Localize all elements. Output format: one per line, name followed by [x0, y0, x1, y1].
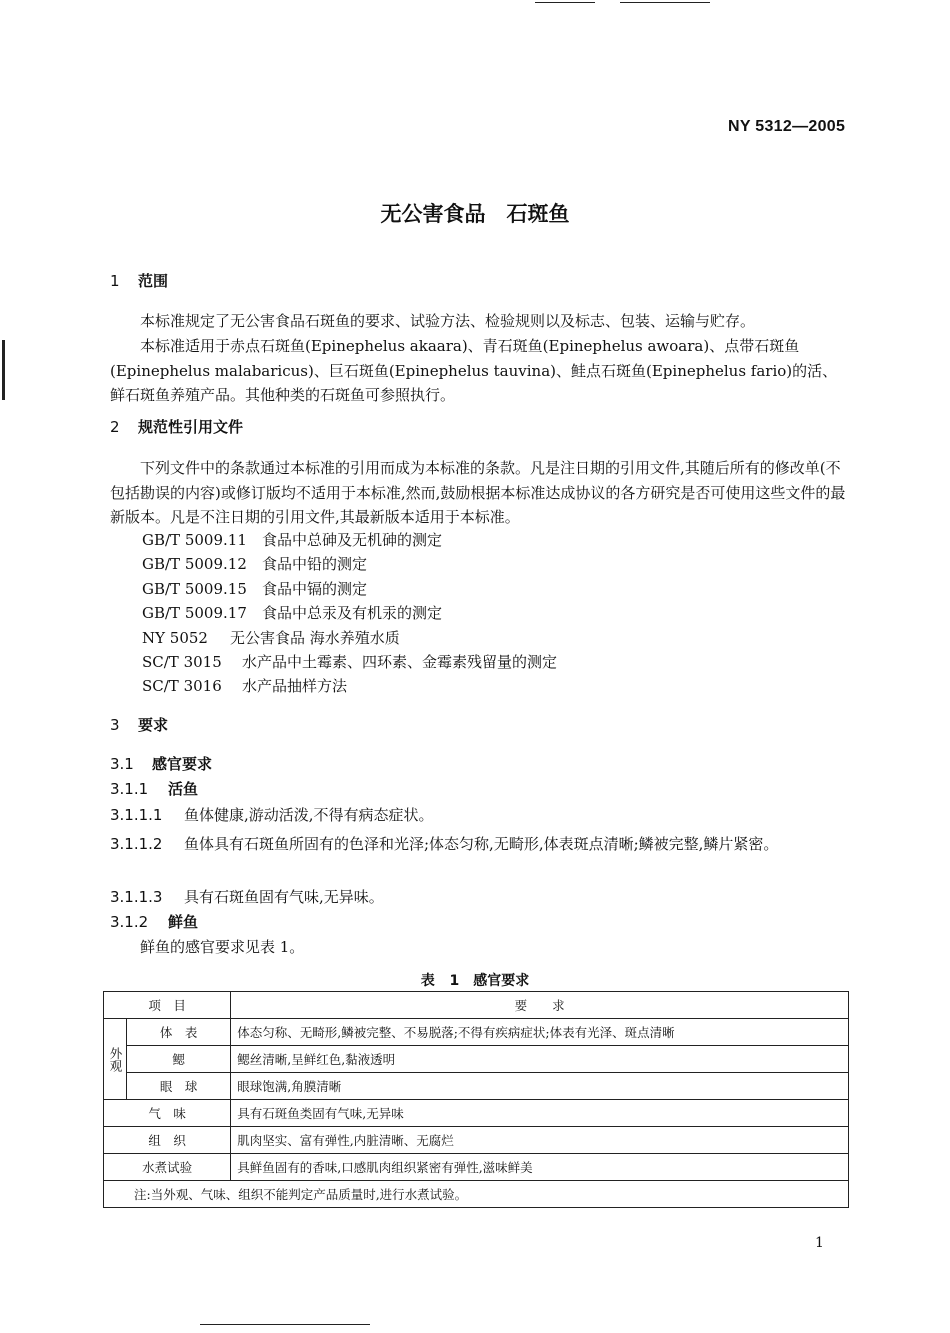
row-requirement: 鳃丝清晰,呈鲜红色,黏液透明 [231, 1046, 849, 1073]
row-requirement: 肌肉坚实、富有弹性,内脏清晰、无腐烂 [231, 1127, 849, 1154]
header-requirement: 要 求 [231, 992, 849, 1019]
row-item: 眼 球 [127, 1073, 231, 1100]
table-row [104, 1127, 849, 1154]
scan-edge-mark [2, 340, 5, 400]
scope-paragraph-1: 本标准规定了无公害食品石斑鱼的要求、试验方法、检验规则以及标志、包装、运输与贮存。 [140, 312, 756, 330]
reference-title: 食品中铅的测定 [262, 555, 368, 574]
references-intro: 下列文件中的条款通过本标准的引用而成为本标准的条款。凡是注日期的引用文件,其随后所有的修改单(不包括勘误的内容)或修订版均不适用于本标准,然而,鼓励根据本标准达成协议的各方研究是否可使用这些文件的最新版本。凡是不注日期的引用文件,其最新版本适用于本标准。 [110, 459, 846, 526]
section-number: 3 [110, 716, 120, 734]
reference-code: GB/T 5009.11 [142, 531, 247, 549]
row-requirement: 眼球饱满,角膜清晰 [231, 1073, 849, 1100]
row-item: 水煮试验 [104, 1154, 231, 1181]
page-number: 1 [815, 1235, 824, 1251]
row-requirement: 具有石斑鱼类固有气味,无异味 [231, 1100, 849, 1127]
reference-item [142, 528, 557, 552]
row-item: 组 织 [104, 1127, 231, 1154]
section-title: 感官要求 [152, 755, 213, 773]
section-3-1-2-heading [110, 910, 850, 935]
reference-code: GB/T 5009.15 [142, 579, 247, 598]
reference-item [142, 626, 557, 650]
clause-3-1-1-2 [110, 832, 850, 857]
clause-3-1-1-3 [110, 885, 850, 910]
clause-number: 3.1.1.1 [110, 806, 163, 824]
row-item: 气 味 [104, 1100, 231, 1127]
table-row [104, 1019, 849, 1046]
reference-item [142, 601, 557, 625]
section-title: 活鱼 [168, 780, 199, 798]
scan-top-mark [620, 2, 710, 3]
section-3-1-heading [110, 752, 850, 777]
document-title: 无公害食品 石斑鱼 [380, 202, 570, 226]
reference-list [142, 528, 557, 699]
table-row [104, 1154, 849, 1181]
section-number: 2 [110, 418, 120, 436]
section-2-heading [110, 416, 243, 437]
clause-text: 具有石斑鱼固有气味,无异味。 [184, 888, 384, 906]
section-3-heading [110, 714, 168, 735]
table-note-row [104, 1181, 849, 1208]
reference-item [142, 552, 557, 576]
reference-title: 无公害食品 海水养殖水质 [230, 628, 400, 647]
scan-top-mark [535, 2, 595, 3]
header-item: 项 目 [104, 992, 231, 1019]
row-item: 体 表 [127, 1019, 231, 1046]
reference-title: 水产品抽样方法 [242, 677, 348, 696]
clause-number: 3.1.1.2 [110, 835, 163, 853]
reference-code: SC/T 3016 [142, 677, 222, 696]
fresh-fish-reference-text: 鲜鱼的感官要求见表 1。 [140, 938, 305, 956]
reference-item [142, 674, 557, 698]
section-1-heading [110, 270, 168, 291]
reference-item [142, 577, 557, 601]
section-title: 范围 [138, 272, 169, 290]
section-title: 要求 [138, 716, 169, 734]
reference-code: SC/T 3015 [142, 653, 222, 672]
reference-code: GB/T 5009.17 [142, 604, 247, 623]
reference-title: 水产品中土霉素、四环素、金霉素残留量的测定 [242, 653, 558, 672]
clause-number: 3.1.1.3 [110, 888, 163, 906]
row-requirement: 具鲜鱼固有的香味,口感肌肉组织紧密有弹性,滋味鲜美 [231, 1154, 849, 1181]
section-number: 3.1 [110, 755, 134, 773]
table-row [104, 1046, 849, 1073]
section-title: 鲜鱼 [168, 913, 199, 931]
table-row [104, 1073, 849, 1100]
section-3-1-1-heading [110, 777, 850, 802]
standard-code: NY 5312—2005 [728, 118, 846, 135]
reference-title: 食品中总汞及有机汞的测定 [262, 604, 443, 623]
reference-code: GB/T 5009.12 [142, 555, 247, 574]
scan-bottom-mark [200, 1324, 370, 1325]
reference-title: 食品中镉的测定 [262, 579, 368, 598]
table-note: 注:当外观、气味、组织不能判定产品质量时,进行水煮试验。 [104, 1181, 849, 1208]
section-title: 规范性引用文件 [138, 418, 244, 436]
row-item: 鳃 [127, 1046, 231, 1073]
clause-3-1-1-1 [110, 803, 850, 828]
clause-text: 鱼体具有石斑鱼所固有的色泽和光泽;体态匀称,无畸形,体表斑点清晰;鳞被完整,鳞片紧密。 [184, 835, 779, 853]
table-caption: 表 1 感官要求 [420, 973, 530, 989]
section-number: 1 [110, 272, 120, 290]
section-number: 3.1.1 [110, 780, 149, 798]
appearance-label: 外观 [104, 1019, 127, 1100]
sensory-requirements-table [103, 991, 849, 1208]
clause-text: 鱼体健康,游动活泼,不得有病态症状。 [184, 806, 434, 824]
table-header-row [104, 992, 849, 1019]
reference-code: NY 5052 [142, 628, 208, 647]
reference-item [142, 650, 557, 674]
table-row [104, 1100, 849, 1127]
reference-title: 食品中总砷及无机砷的测定 [262, 531, 443, 549]
section-number: 3.1.2 [110, 913, 149, 931]
row-requirement: 体态匀称、无畸形,鳞被完整、不易脱落;不得有疾病症状;体表有光泽、斑点清晰 [231, 1019, 849, 1046]
scope-paragraph-2: 本标准适用于赤点石斑鱼(Epinephelus akaara)、青石斑鱼(Epinephelus awoara)、点带石斑鱼(Epinephelus malabaricus)、巨石斑鱼(Epinephelus tauvina)、鲑点石斑鱼(Epinephelus fario)的活、鲜石斑鱼养殖产品。其他种类的石斑鱼可参照执行。 [110, 337, 838, 404]
